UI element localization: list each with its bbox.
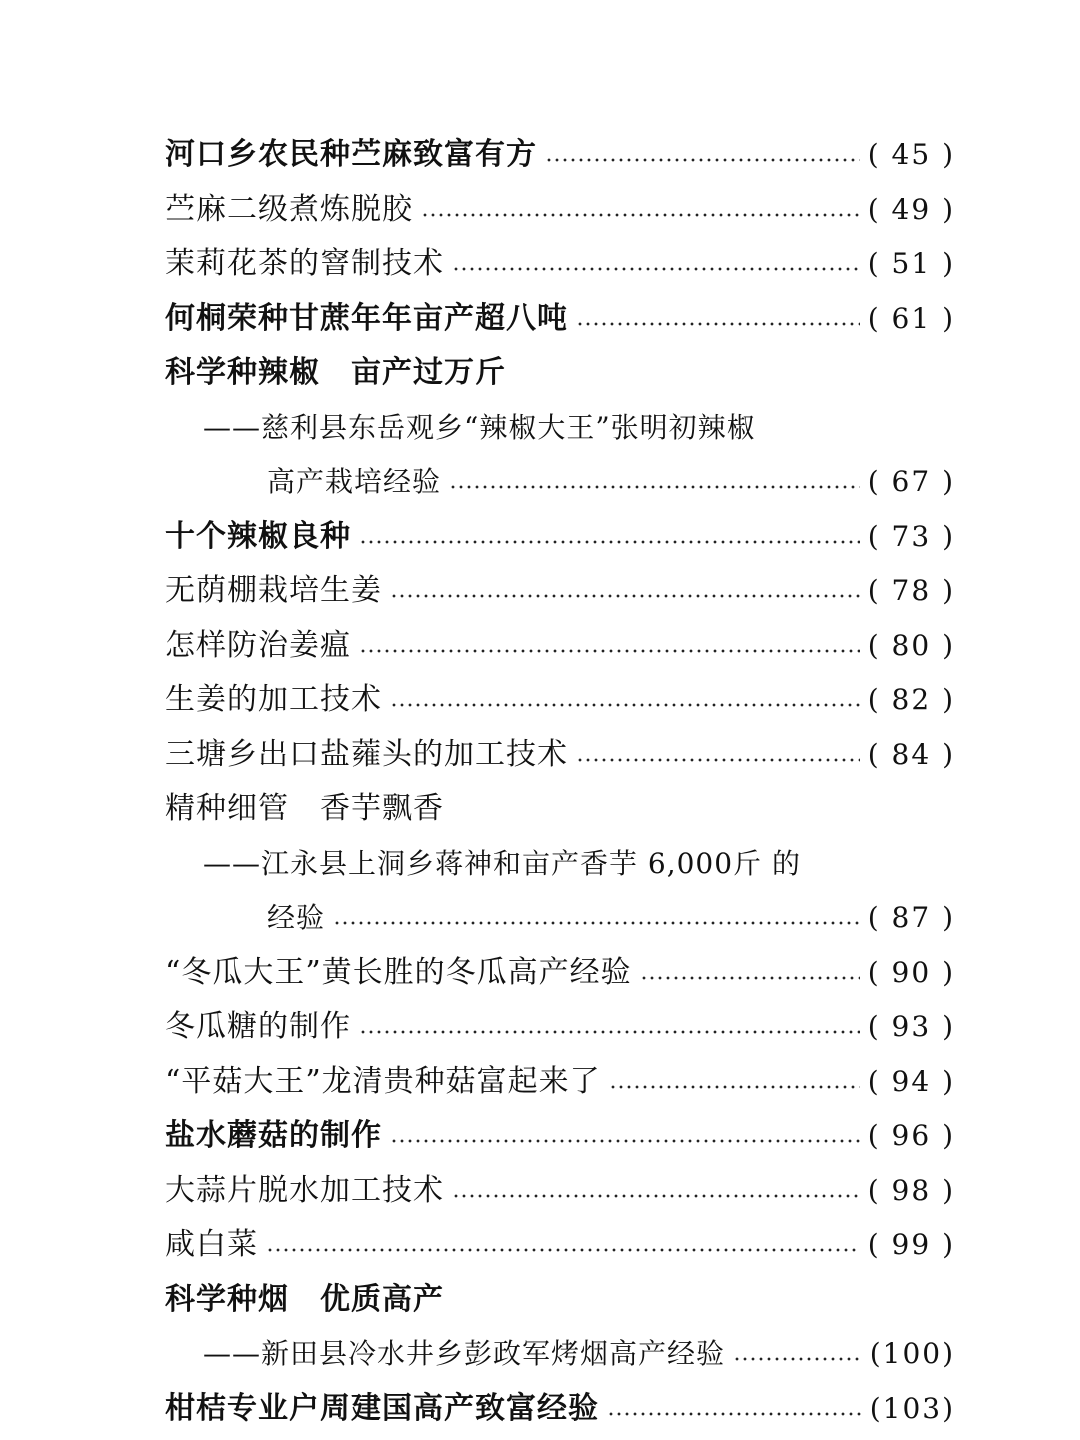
- toc-entry: [165, 1055, 955, 1110]
- toc-entry: [165, 128, 955, 183]
- toc-entry-title: 柑桔专业户周建国高产致富经验: [165, 1390, 599, 1426]
- toc-entry-title: 何桐荣种甘蔗年年亩产超八吨: [165, 300, 568, 336]
- toc-entry: [165, 1273, 955, 1328]
- dot-leader: [609, 1085, 860, 1089]
- toc-entry-title: ——江永县上洞乡蒋神和亩产香芋 6,000斤 的: [203, 846, 801, 880]
- dot-leader: [607, 1412, 862, 1416]
- toc-entry-title: 怎样防治姜瘟: [165, 627, 351, 663]
- toc-entry: [165, 728, 955, 783]
- dot-leader: [359, 540, 860, 544]
- toc-entry-title: “平菇大王”龙清贵种菇富起来了: [165, 1063, 601, 1099]
- toc-entry: [165, 1109, 955, 1164]
- dot-leader: [452, 1194, 860, 1198]
- dot-leader: [390, 594, 860, 598]
- toc-entry-page-number: ( 99 ): [867, 1228, 955, 1262]
- toc-entry-title: 盐水蘑菇的制作: [165, 1118, 382, 1154]
- toc-entry-page-number: ( 93 ): [867, 1010, 955, 1044]
- toc-entry-page-number: ( 94 ): [867, 1064, 955, 1098]
- dot-leader: [576, 758, 860, 762]
- dot-leader: [390, 703, 860, 707]
- toc-entry-page-number: ( 96 ): [867, 1119, 955, 1153]
- dot-leader: [359, 1030, 860, 1034]
- toc-entry-title: ——新田县冷水井乡彭政军烤烟高产经验: [203, 1337, 726, 1371]
- toc-entry-page-number: ( 67 ): [867, 465, 955, 499]
- toc-entry-title: 茉莉花茶的窨制技术: [165, 246, 444, 282]
- toc-entry: [165, 891, 955, 946]
- toc-entry: [165, 1164, 955, 1219]
- toc-entry-title: 无荫棚栽培生姜: [165, 573, 382, 609]
- dot-leader: [733, 1357, 862, 1361]
- toc-entry: [165, 510, 955, 565]
- toc-entry-page-number: ( 87 ): [867, 901, 955, 935]
- dot-leader: [333, 921, 860, 925]
- toc-entry-title: 苎麻二级煮炼脱胶: [165, 191, 413, 227]
- dot-leader: [576, 322, 860, 326]
- toc-entry: [165, 1327, 955, 1382]
- toc-entry: [165, 292, 955, 347]
- toc-entry: [165, 564, 955, 619]
- toc-entry-title: 河口乡农民种苎麻致富有方: [165, 137, 537, 173]
- toc-entry: [165, 782, 955, 837]
- toc-entry-title: 咸白菜: [165, 1227, 258, 1263]
- toc-entry-title: ——慈利县东岳观乡“辣椒大王”张明初辣椒: [203, 410, 756, 444]
- toc-entry-page-number: ( 49 ): [867, 192, 955, 226]
- toc-entry-page-number: ( 73 ): [867, 519, 955, 553]
- toc-entry-title: 经验: [267, 901, 326, 935]
- toc-entry-page-number: ( 45 ): [867, 138, 955, 172]
- toc-entry-page-number: ( 82 ): [867, 683, 955, 717]
- toc-entry: [165, 401, 955, 456]
- toc-entry-page-number: ( 98 ): [867, 1173, 955, 1207]
- toc-entry: [165, 619, 955, 674]
- toc-entry: [165, 1382, 955, 1437]
- toc-entry: [165, 946, 955, 1001]
- toc-entry-title: “冬瓜大王”黄长胜的冬瓜高产经验: [165, 954, 632, 990]
- dot-leader: [421, 213, 860, 217]
- toc-entry: [165, 237, 955, 292]
- toc-entry-title: 科学种烟 优质高产: [165, 1281, 444, 1317]
- toc-entry: [165, 1000, 955, 1055]
- toc-entry-page-number: (103): [869, 1391, 955, 1425]
- dot-leader: [452, 267, 860, 271]
- toc-entry-page-number: ( 90 ): [867, 955, 955, 989]
- toc-entry: [165, 1218, 955, 1273]
- toc-entry-title: 科学种辣椒 亩产过万斤: [165, 355, 506, 391]
- dot-leader: [390, 1139, 860, 1143]
- toc-entry-page-number: ( 61 ): [867, 301, 955, 335]
- toc-entry: [165, 837, 955, 892]
- table-of-contents: [165, 128, 955, 1436]
- dot-leader: [359, 649, 860, 653]
- toc-entry-title: 三塘乡出口盐蕹头的加工技术: [165, 736, 568, 772]
- toc-entry-page-number: (100): [869, 1337, 955, 1371]
- toc-entry: [165, 673, 955, 728]
- dot-leader: [640, 976, 860, 980]
- toc-entry-page-number: ( 51 ): [867, 247, 955, 281]
- toc-entry-title: 十个辣椒良种: [165, 518, 351, 554]
- toc-entry-page-number: ( 78 ): [867, 574, 955, 608]
- toc-entry-title: 生姜的加工技术: [165, 682, 382, 718]
- toc-entry-page-number: ( 80 ): [867, 628, 955, 662]
- toc-entry-title: 高产栽培经验: [267, 465, 442, 499]
- dot-leader: [449, 485, 860, 489]
- toc-entry: [165, 183, 955, 238]
- dot-leader: [266, 1248, 860, 1252]
- toc-entry-title: 冬瓜糖的制作: [165, 1009, 351, 1045]
- dot-leader: [545, 158, 860, 162]
- toc-entry-page-number: ( 84 ): [867, 737, 955, 771]
- toc-entry-title: 大蒜片脱水加工技术: [165, 1172, 444, 1208]
- toc-entry: [165, 346, 955, 401]
- toc-entry: [165, 455, 955, 510]
- toc-entry-title: 精种细管 香芋飘香: [165, 791, 444, 827]
